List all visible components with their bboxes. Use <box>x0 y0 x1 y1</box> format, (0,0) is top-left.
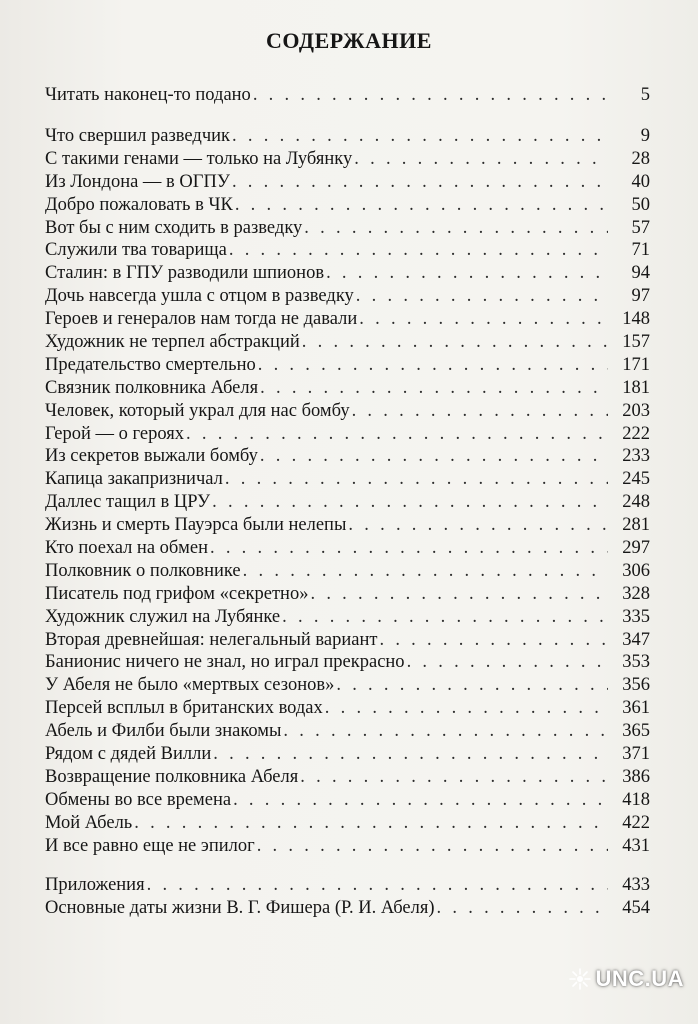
toc-entry-page: 203 <box>622 400 650 421</box>
toc-leader-dots <box>260 377 608 400</box>
toc-leader-dots <box>283 720 608 743</box>
toc-entry-page: 433 <box>622 875 650 895</box>
toc-leader-dots <box>304 217 608 240</box>
toc-leader-dots <box>359 308 608 331</box>
toc-entry-title: Вот бы с ним сходить в разведку <box>45 217 303 238</box>
toc-leader-dots <box>352 400 608 423</box>
toc-entry <box>45 171 650 194</box>
toc-entry <box>45 743 650 766</box>
toc-entry-title: Банионис ничего не знал, но играл прекрасно <box>45 652 405 673</box>
toc-leader-dots <box>325 697 608 720</box>
toc-entry-page: 353 <box>622 652 650 673</box>
toc-entry <box>45 766 650 789</box>
toc-entry-title: Даллес тащил в ЦРУ <box>45 492 211 513</box>
toc-entry <box>45 400 650 423</box>
toc-entry-page: 97 <box>631 286 650 307</box>
toc-leader-dots <box>326 262 608 285</box>
toc-leader-dots <box>258 354 608 377</box>
toc-entry <box>45 789 650 812</box>
toc-entry-page: 454 <box>622 897 650 918</box>
toc-entry <box>45 606 650 629</box>
toc-entry-title: Читать наконец-то подано <box>45 85 251 105</box>
toc-entry-title: Писатель под грифом «секретно» <box>45 583 309 604</box>
toc-entry <box>45 217 650 240</box>
toc-entry-title: Капица закапризничал <box>45 469 223 490</box>
toc-leader-dots <box>336 674 608 697</box>
toc-entry <box>45 537 650 560</box>
toc-leader-dots <box>282 606 608 629</box>
toc-entry-title: Служили тва товарища <box>45 240 227 261</box>
toc-leader-dots <box>147 874 608 897</box>
toc-entry-title: Человек, который украл для нас бомбу <box>45 400 350 421</box>
toc-entry <box>45 697 650 720</box>
toc-entry-page: 94 <box>631 263 650 284</box>
toc-entry-title: Сталин: в ГПУ разводили шпионов <box>45 263 325 284</box>
toc-leader-dots <box>356 285 608 308</box>
toc-entry-page: 28 <box>631 148 650 169</box>
toc-entry <box>45 874 650 897</box>
toc-entry <box>45 897 650 920</box>
toc-entry-page: 365 <box>622 721 650 742</box>
toc-entry <box>45 468 650 491</box>
page-title: СОДЕРЖАНИЕ <box>266 28 432 53</box>
toc-entry-title: С такими генами — только на Лубянку <box>45 148 353 169</box>
toc-entry-page: 361 <box>622 698 650 719</box>
toc-entry-title: Герой — о героях <box>45 423 184 444</box>
toc-entry-title: Добро пожаловать в ЧК <box>45 194 233 215</box>
toc-leader-dots <box>134 812 608 835</box>
toc-entry-page: 431 <box>622 835 650 856</box>
toc-chapters-section <box>45 125 650 858</box>
toc-entry-title: Полковник о полковнике <box>45 560 241 581</box>
toc-entry-page: 181 <box>622 377 650 398</box>
toc-entry <box>45 354 650 377</box>
toc-leader-dots <box>348 514 608 537</box>
toc-entry <box>45 285 650 308</box>
toc-leader-dots <box>257 835 608 858</box>
toc-entry <box>45 491 650 514</box>
toc-entry-title: Из Лондона — в ОГПУ <box>45 171 230 192</box>
toc-entry <box>45 125 650 148</box>
toc-entry-title: Приложения <box>45 875 145 895</box>
toc-entry <box>45 629 650 652</box>
toc-entry-title: Рядом с дядей Вилли <box>45 744 212 765</box>
toc-entry-title: Персей всплыл в британских водах <box>45 698 323 719</box>
toc-entry-page: 157 <box>622 332 650 353</box>
toc-entry-title: Из секретов выжали бомбу <box>45 446 258 467</box>
toc-entry <box>45 812 650 835</box>
toc-entry-page: 171 <box>622 354 650 375</box>
toc-entry <box>45 720 650 743</box>
toc-entry-page: 5 <box>640 85 650 105</box>
toc-leader-dots <box>310 583 608 606</box>
toc-leader-dots <box>232 125 608 148</box>
toc-entry-page: 248 <box>622 492 650 513</box>
toc-leader-dots <box>354 148 608 171</box>
toc-entry-title: Что свершил разведчик <box>45 126 231 146</box>
toc-entry-page: 71 <box>631 240 650 261</box>
toc-entry-title: Связник полковника Абеля <box>45 377 259 398</box>
toc-entry-page: 422 <box>622 812 650 833</box>
toc-entry-title: Кто поехал на обмен <box>45 538 208 559</box>
toc-entry-page: 50 <box>631 194 650 215</box>
toc-entry <box>45 308 650 331</box>
toc-entry-page: 335 <box>622 606 650 627</box>
toc-entry-page: 9 <box>640 126 650 146</box>
toc-entry-title: И все равно еще не эпилог <box>45 835 255 856</box>
toc-entry <box>45 835 650 858</box>
toc-appendix-section <box>45 874 650 920</box>
toc-entry <box>45 423 650 446</box>
toc-entry-title: Возвращение полковника Абеля <box>45 766 299 787</box>
toc-entry-title: Вторая древнейшая: нелегальный вариант <box>45 629 378 650</box>
toc-leader-dots <box>302 331 608 354</box>
toc-entry-title: Обмены во все времена <box>45 789 232 810</box>
toc-entry-title: Мой Абель <box>45 812 133 833</box>
toc-entry-page: 297 <box>622 538 650 559</box>
toc-entry-title: Жизнь и смерть Пауэрса были нелепы <box>45 515 347 536</box>
toc-leader-dots <box>213 743 608 766</box>
toc-leader-dots <box>253 84 608 107</box>
toc-entry-title: Дочь навсегда ушла с отцом в разведку <box>45 286 354 307</box>
toc-leader-dots <box>232 171 608 194</box>
toc-entry-page: 386 <box>622 766 650 787</box>
sun-logo-icon <box>569 968 591 990</box>
toc-leader-dots <box>407 651 608 674</box>
toc-leader-dots <box>437 897 608 920</box>
toc-entry-title: Предательство смертельно <box>45 354 256 375</box>
toc-leader-dots <box>233 789 608 812</box>
toc-entry <box>45 331 650 354</box>
toc-entry <box>45 262 650 285</box>
toc-entry <box>45 583 650 606</box>
toc-entry-title: Художник служил на Лубянке <box>45 606 281 627</box>
toc-entry-page: 328 <box>622 583 650 604</box>
watermark-text: UNC.UA <box>595 966 684 991</box>
toc-entry-page: 306 <box>622 560 650 581</box>
toc-entry-title: У Абеля не было «мертвых сезонов» <box>45 675 335 696</box>
toc-entry-title: Основные даты жизни В. Г. Фишера (Р. И. Абеля) <box>45 897 435 918</box>
toc-entry <box>45 651 650 674</box>
toc-leader-dots <box>243 560 608 583</box>
toc-leader-dots <box>260 445 608 468</box>
toc-entry-page: 418 <box>622 789 650 810</box>
site-watermark <box>569 966 684 992</box>
toc-entry-page: 40 <box>631 171 650 192</box>
toc-leader-dots <box>300 766 608 789</box>
toc-leader-dots <box>235 194 608 217</box>
toc-entry-page: 371 <box>622 744 650 765</box>
toc-entry-page: 281 <box>622 515 650 536</box>
toc-leader-dots <box>210 537 608 560</box>
toc-entry-page: 57 <box>631 217 650 238</box>
toc-entry-title: Абель и Филби были знакомы <box>45 721 282 742</box>
toc-leader-dots <box>212 491 608 514</box>
toc-entry <box>45 239 650 262</box>
toc-entry <box>45 377 650 400</box>
toc-entry-page: 347 <box>622 629 650 650</box>
toc-entry <box>45 194 650 217</box>
toc-entry-page: 233 <box>622 446 650 467</box>
toc-entry-page: 356 <box>622 675 650 696</box>
toc-entry <box>45 445 650 468</box>
toc-entry-title: Героев и генералов нам тогда не давали <box>45 309 358 330</box>
toc-entry <box>45 560 650 583</box>
toc-entry <box>45 514 650 537</box>
toc-entry-page: 245 <box>622 469 650 490</box>
toc-entry-title: Художник не терпел абстракций <box>45 332 300 353</box>
toc-leader-dots <box>229 239 608 262</box>
toc-leader-dots <box>225 468 608 491</box>
toc-entry-page: 148 <box>622 309 650 330</box>
toc-entry <box>45 84 650 107</box>
toc-leader-dots <box>186 423 608 446</box>
toc-leader-dots <box>379 629 608 652</box>
toc-intro-section <box>45 84 650 107</box>
toc-entry <box>45 674 650 697</box>
toc-entry <box>45 148 650 171</box>
toc-entry-page: 222 <box>622 423 650 444</box>
